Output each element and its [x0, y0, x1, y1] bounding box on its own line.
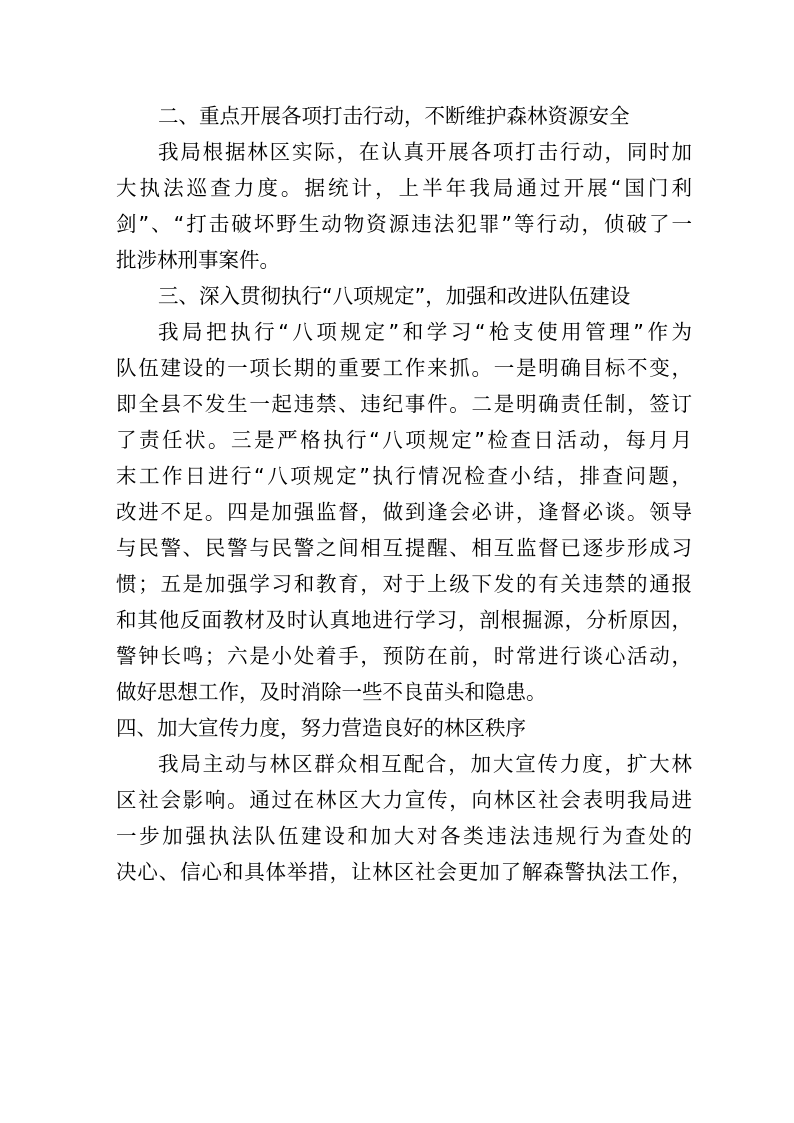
paragraph-line: 队伍建设的一项长期的重要工作来抓。一是明确目标不变，: [116, 356, 692, 380]
section-heading-3: 三、深入贯彻执行“八项规定”，加强和改进队伍建设: [158, 284, 631, 308]
paragraph-line: 改进不足。四是加强监督，做到逢会必讲，逢督必谈。领导: [116, 500, 692, 524]
paragraph-line: 一步加强执法队伍建设和加大对各类违法违规行为查处的: [116, 824, 692, 848]
section-heading-4: 四、加大宣传力度，努力营造良好的林区秩序: [116, 716, 526, 740]
paragraph-line: 决心、信心和具体举措，让林区社会更加了解森警执法工作，: [116, 860, 692, 884]
paragraph-line: 剑”、“打击破坏野生动物资源违法犯罪”等行动，侦破了一: [116, 212, 692, 236]
paragraph-line: 即全县不发生一起违禁、违纪事件。二是明确责任制，签订: [116, 392, 692, 416]
paragraph-line: 大执法巡查力度。据统计，上半年我局通过开展“国门利: [116, 176, 692, 200]
paragraph-line: 了责任状。三是严格执行“八项规定”检查日活动，每月月: [116, 428, 692, 452]
paragraph-line: 批涉林刑事案件。: [116, 248, 280, 272]
paragraph-line: 我局根据林区实际，在认真开展各项打击行动，同时加: [158, 140, 692, 164]
document-page: [116, 98, 692, 890]
paragraph-line: 惯；五是加强学习和教育，对于上级下发的有关违禁的通报: [116, 572, 692, 596]
paragraph-line: 区社会影响。通过在林区大力宣传，向林区社会表明我局进: [116, 788, 692, 812]
paragraph-line: 做好思想工作，及时消除一些不良苗头和隐患。: [116, 680, 547, 704]
paragraph-line: 我局主动与林区群众相互配合，加大宣传力度，扩大林: [158, 752, 692, 776]
paragraph-line: 末工作日进行“八项规定”执行情况检查小结，排查问题，: [116, 464, 692, 488]
paragraph-line: 和其他反面教材及时认真地进行学习，剖根掘源，分析原因，: [116, 608, 692, 632]
paragraph-line: 与民警、民警与民警之间相互提醒、相互监督已逐步形成习: [116, 536, 692, 560]
paragraph-line: 警钟长鸣；六是小处着手，预防在前，时常进行谈心活动，: [116, 644, 692, 668]
section-heading-2: 二、重点开展各项打击行动，不断维护森林资源安全: [158, 104, 630, 128]
paragraph-line: 我局把执行“八项规定”和学习“枪支使用管理”作为: [158, 320, 692, 344]
